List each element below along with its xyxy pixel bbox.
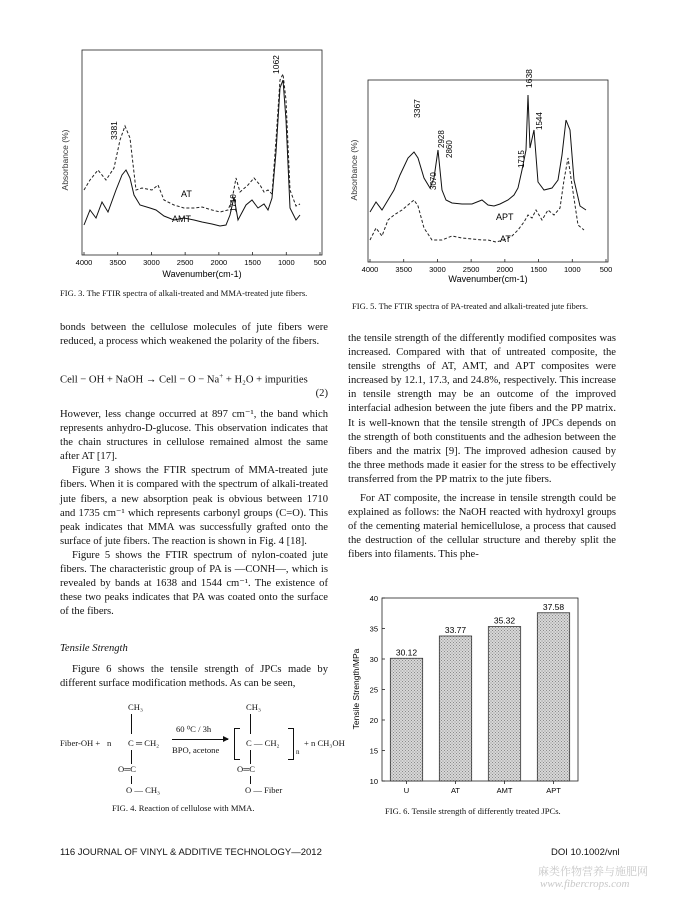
fig4-reaction — [60, 702, 345, 797]
equation-number: (2) — [315, 388, 328, 399]
rxn-ch3-1: CH₃ — [128, 702, 143, 712]
fig3-xtick-label: 1000 — [277, 258, 295, 267]
fig3-xtick-label: 2000 — [210, 258, 228, 267]
rxn-cond-bot: BPO, acetone — [172, 745, 220, 755]
fig6-chart — [345, 588, 585, 798]
right-para-2: For AT composite, the increase in tensile strength could be explained as follows: the NaOH reacted with hydroxyl groups of the cementing material hemicellulose, a process that caused the destruction of the cellular structure and thereby split the fibers into filaments. This phe- — [348, 493, 616, 561]
watermark-cn: 麻类作物营养与施肥网 — [538, 866, 648, 878]
fig6-xtick-label-amt: AMT — [496, 786, 513, 795]
fig3-xtick-label: 2500 — [176, 258, 194, 267]
fig6-xtick-label-apt: APT — [546, 786, 561, 795]
fig3 — [60, 40, 325, 280]
fig6-bar-u — [390, 658, 422, 781]
fig5-plot — [348, 40, 618, 285]
fig5-peak-2928: 2928 — [437, 130, 446, 148]
fig3-xlabel: Wavenumber(cm-1) — [162, 269, 242, 279]
fig6-ytick-label: 30 — [369, 655, 378, 664]
rxn-chain: C — CH₂ — [246, 738, 280, 748]
fig5-xtick-label: 1500 — [530, 265, 547, 274]
fig6-ytick-label: 10 — [369, 777, 378, 786]
fig3-label-at: AT — [181, 189, 192, 199]
fig6-data-label-amt: 35.32 — [493, 615, 516, 626]
fig6-ylabel: Tensile Strength/MPa — [351, 648, 361, 730]
fig3-xtick-label: 3000 — [143, 258, 160, 267]
rxn-o-fiber: O — Fiber — [245, 785, 283, 795]
fig6-ytick-label: 25 — [369, 685, 378, 695]
watermark-url: www.fibercrops.com — [540, 878, 630, 890]
fig5-peak-1715: 1715 — [517, 150, 526, 168]
fig6-caption: FIG. 6. Tensile strength of differently treated JPCs. — [385, 806, 561, 816]
left-para-4: Figure 5 shows the FTIR spectrum of nylon-coated jute fibers. The characteristic group of PA is —CONH—, which is revealed by bands at 1638 and 1544 cm⁻¹. The existence of these two peaks indicates that PA was coated onto the surface of the fibers. — [60, 549, 328, 618]
fig5-xtick-label: 2000 — [496, 265, 514, 274]
left-para-2: However, less change occurred at 897 cm⁻¹, the band which represents anhydro-D-glucose. This observation indicates that the chain structures in cellulose remained almost the same after AT [17]. — [60, 409, 328, 463]
fig5-xtick-label: 1000 — [563, 265, 581, 274]
fig6-xtick-label-at: AT — [450, 786, 461, 795]
fig6-bar-at — [439, 636, 471, 781]
fig3-xtick-label: 1500 — [244, 258, 261, 267]
fig3-frame — [82, 50, 322, 255]
rxn-ch3-2: CH₃ — [246, 702, 261, 712]
left-column — [60, 321, 328, 349]
left-para-3: Figure 3 shows the FTIR spectrum of MMA-treated jute fibers. When it is compared with the spectrum of alkali-treated jute fibers, a new absorption peak is obvious between 1710 and 1735 cm⁻¹ which represents carbonyl groups (C=O). This peak indicates that MMA was successfully grafted onto the surface of jute fibers. The reaction is shown in Fig. 4 [18]. — [60, 465, 328, 547]
fig3-caption: FIG. 3. The FTIR spectra of alkali-treated and MMA-treated jute fibers. — [60, 288, 308, 298]
fig5-label-apt: APT — [496, 212, 514, 222]
equation-2 — [60, 372, 328, 404]
left-column-3 — [60, 663, 328, 691]
fig3-plot — [60, 40, 325, 280]
fig6-bar-amt — [488, 627, 520, 781]
fig5-xlabel: Wavenumber(cm-1) — [448, 274, 528, 284]
rxn-n: n — [107, 738, 112, 748]
fig4-caption: FIG. 4. Reaction of cellulose with MMA. — [112, 803, 255, 813]
rxn-cond-top: 60 ⁰C / 3h — [176, 724, 212, 734]
fig5-caption: FIG. 5. The FTIR spectra of PA-treated and alkali-treated jute fibers. — [352, 301, 589, 311]
fig3-series-amt — [84, 80, 300, 226]
fig5-peak-2860: 2860 — [445, 140, 454, 158]
fig6-data-label-apt: 37.58 — [542, 601, 565, 612]
left-para-5: Figure 6 shows the tensile strength of JPCs made by different surface modification methods. As can be seen, — [60, 664, 328, 690]
fig6-ytick-label: 15 — [369, 746, 378, 756]
rxn-fiber-oh: Fiber-OH + — [60, 738, 101, 748]
fig5-xtick-label: 3000 — [429, 265, 446, 274]
fig5-peak-1544: 1544 — [535, 112, 544, 130]
fig3-xtick-label: 500 — [313, 258, 327, 267]
fig3-peak-1062: 1062 — [271, 55, 281, 74]
fig5-xtick-label: 4000 — [361, 265, 379, 274]
right-para-1: the tensile strength of the differently modified composites was increased. Compared with that of untreated composite, the tensile strengths of AT, AMT, and APT composites were increased by 12.1, 17.3, and 24.8%, respectively. This increase in tensile strength may be an outcome of the improved interfacial adhesion between the jute fibers and the PP matrix. It is well-known that the tensile strength of JPCs depends on the strength of both constituents and the adhesion between the fibers and the matrix [9]. The improved adhesion caused by the three methods made it easier for the stress to be effectively transferred from the PP matrix to the jute fibers. — [348, 333, 616, 485]
fig5-xtick-label: 500 — [599, 265, 613, 274]
fig6-ytick-label: 40 — [369, 594, 378, 603]
fig3-xtick-label: 3500 — [109, 258, 127, 267]
fig5-series-apt — [370, 95, 586, 212]
fig5-peak-1638: 1638 — [524, 69, 534, 88]
fig6-bar-apt — [537, 613, 569, 781]
rxn-och3: O — CH₃ — [126, 785, 161, 795]
fig5-xtick-label: 2500 — [462, 265, 480, 274]
fig3-peak-3381: 3381 — [109, 121, 119, 140]
fig6-ytick-label: 20 — [369, 716, 378, 725]
right-column — [348, 332, 616, 563]
fig6-data-label-u: 30.12 — [395, 647, 418, 658]
left-para-1: bonds between the cellulose molecules of jute fibers were reduced, a process which weakened the polarity of the fibers. — [60, 322, 328, 348]
fig6-data-label-at: 33.77 — [444, 625, 467, 636]
fig3-xtick-label: 4000 — [75, 258, 93, 267]
fig5-peak-3070: 3070 — [429, 172, 438, 190]
fig3-ylabel: Absorbance (%) — [60, 129, 70, 191]
fig3-label-amt: AMT — [172, 214, 191, 224]
equation-left: Cell − OH + NaOH → Cell − O − Na — [60, 374, 220, 386]
rxn-c-1: C — [128, 738, 134, 748]
fig5-peak-3367: 3367 — [412, 99, 422, 118]
fig3-peak-1710: 1710 — [229, 194, 238, 212]
fig5 — [348, 40, 618, 285]
footer-right: DOI 10.1002/vnl — [551, 847, 620, 858]
fig3-series-at — [84, 74, 300, 212]
fig6 — [345, 588, 585, 798]
rxn-oec-2: O═C — [237, 764, 256, 774]
fig5-label-at: AT — [500, 234, 511, 244]
equation-sup: + — [219, 372, 224, 380]
section-heading-tensile: Tensile Strength — [60, 643, 128, 654]
fig5-ylabel: Absorbance (%) — [349, 139, 359, 201]
rxn-eqch2: ═ CH₂ — [136, 738, 160, 748]
equation-right: + H₂O + impurities — [223, 374, 308, 386]
fig6-xtick-label-u: U — [403, 786, 410, 795]
fig6-ytick-label: 35 — [369, 624, 378, 634]
fig5-xtick-label: 3500 — [395, 265, 413, 274]
left-column-2 — [60, 408, 328, 619]
rxn-sub-n: n — [296, 748, 300, 756]
rxn-oec-1: O═C — [118, 764, 137, 774]
footer-left: 116 JOURNAL OF VINYL & ADDITIVE TECHNOLOGY—2012 — [60, 847, 322, 858]
rxn-plus-meoh: + n CH₃OH — [304, 738, 345, 748]
fig5-frame — [368, 80, 608, 262]
